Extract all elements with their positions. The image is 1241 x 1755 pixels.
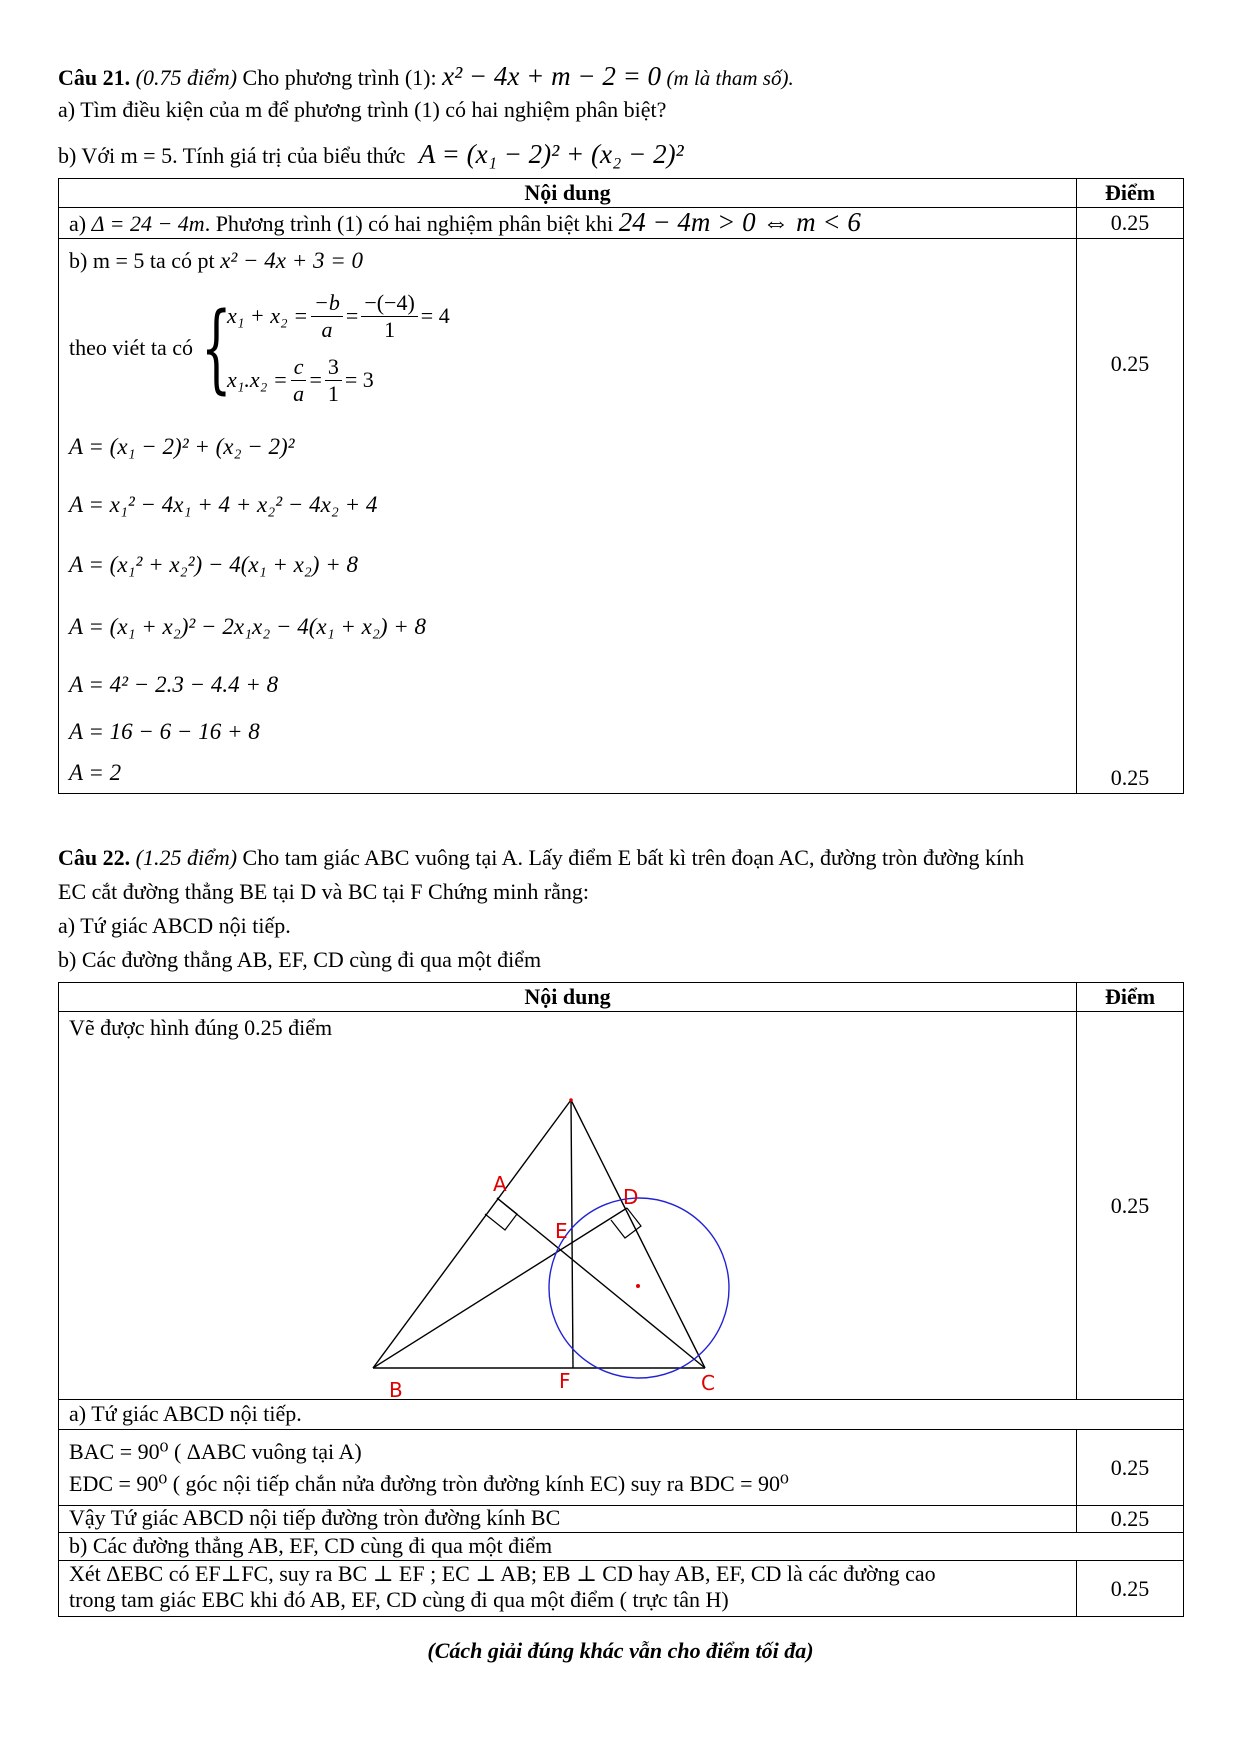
step-5: A = 4² − 2.3 − 4.4 + 8: [69, 672, 279, 697]
label-F: F: [559, 1369, 571, 1393]
viet-sum-frac2: $\frac{-(-4)}{1}$: [361, 290, 417, 343]
row-b-line1-text: b) m = 5 ta có pt: [69, 248, 215, 273]
line-HC: [571, 1100, 705, 1368]
table1-row-b-points: [1077, 239, 1184, 794]
q21-part-b-text: b) Với m = 5. Tính giá trị của biểu thức: [58, 143, 406, 168]
step-7: A = 2: [69, 760, 122, 785]
row-a-line2: EDC = 90⁰ ( góc nội tiếp chắn nửa đường tròn đường kính EC) suy ra BDC = 90⁰: [69, 1471, 789, 1496]
step-3: A = (x₁² + x₂²) − 4(x₁ + x₂) + 8: [69, 552, 358, 577]
row-b-line2: trong tam giác EBC khi đó AB, EF, CD cùng đi qua một điểm ( trực tân H): [69, 1587, 729, 1612]
table1-row-b: [59, 239, 1077, 794]
viet-product: x₁.x₂ = $\frac{c}{a}$ = $\frac{3}{1}$ = 3: [227, 353, 374, 406]
viet-sum: x₁ + x₂ = $\frac{-b}{a}$ = $\frac{-(-4)}{1}$ = 4: [227, 289, 450, 342]
label-B: B: [389, 1378, 403, 1402]
q21-expression: A = (x₁ − 2)² + (x₂ − 2)²: [418, 139, 684, 169]
viet-sum-lhs: x₁ + x₂ =: [227, 303, 309, 328]
q22-label: Câu 22.: [58, 845, 131, 870]
row-b-line1: Xét ΔEBC có EF⊥FC, suy ra BC ⊥ EF ; EC ⊥ AB; EB ⊥ CD hay AB, EF, CD là các đường cao: [69, 1561, 936, 1586]
viet-label: theo viét ta có: [69, 335, 194, 360]
table1-header-points: Điểm: [1077, 179, 1184, 208]
q22-statement-2: EC cắt đường thẳng BE tại D và BC tại F Chứng minh rằng:: [58, 879, 590, 904]
table2-row-b-proof: [59, 1561, 1077, 1617]
row-b-line1-equation: x² − 4x + 3 = 0: [220, 248, 363, 273]
viet-sum-result: = 4: [420, 303, 450, 328]
right-angle-A: [485, 1198, 517, 1230]
row-a-condition: 24 − 4m > 0 ⇔ m < 6: [618, 207, 861, 237]
q21-param-note: (m là tham số).: [666, 66, 794, 90]
table1-header-content: Nội dung: [59, 179, 1077, 208]
footer-note: (Cách giải đúng khác vẫn cho điểm tối đa): [427, 1638, 814, 1663]
viet-equations: [227, 284, 450, 412]
table2-row-a-title: a) Tứ giác ABCD nội tiếp.: [59, 1400, 1184, 1430]
circle-center-dot: [636, 1284, 640, 1288]
label-E: E: [555, 1219, 568, 1243]
table2-row-a-points-2: 0.25: [1077, 1506, 1184, 1533]
q22-part-b: b) Các đường thẳng AB, EF, CD cùng đi qua một điểm: [58, 947, 542, 972]
q21-grading-table: [58, 178, 1184, 794]
table2-header-content: Nội dung: [59, 983, 1077, 1012]
viet-prod-lhs: x₁.x₂ =: [227, 367, 288, 392]
viet-system: [69, 281, 450, 415]
viet-prod-frac1: $\frac{c}{a}$: [291, 354, 307, 407]
table2-figure-points: 0.25: [1077, 1012, 1184, 1400]
table2-row-a-conclusion: Vậy Tứ giác ABCD nội tiếp đường tròn đường kính BC: [59, 1506, 1077, 1533]
row-b-points-2: 0.25: [1110, 765, 1150, 790]
label-C: C: [701, 1371, 715, 1395]
q21-points-note: (0.75 điểm): [135, 65, 238, 90]
right-angle-D: [611, 1208, 641, 1238]
q21-part-a: a) Tìm điều kiện của m để phương trình (1) có hai nghiệm phân biệt?: [58, 97, 667, 122]
q21-equation: x² − 4x + m − 2 = 0: [442, 61, 662, 91]
table2-figure-cell: [59, 1012, 1077, 1400]
row-a-delta: Δ = 24 − 4m: [91, 211, 205, 236]
q22-grading-table: [58, 982, 1184, 1617]
table1-row-a-points: 0.25: [1077, 208, 1184, 239]
q22-intro-1: Cho tam giác ABC vuông tại A. Lấy điểm E bất kì trên đoạn AC, đường tròn đường kính: [242, 845, 1025, 870]
table1-row-a: [59, 208, 1077, 239]
viet-brace: {: [201, 292, 232, 404]
row-a-prefix: a): [69, 211, 87, 236]
circle-diameter-EC: [549, 1198, 729, 1378]
line-AC: [497, 1198, 705, 1368]
solution-steps: [69, 419, 1066, 793]
viet-prod-frac2: $\frac{3}{1}$: [325, 354, 342, 407]
table2-row-b-title: b) Các đường thẳng AB, EF, CD cùng đi qua một điểm: [59, 1533, 1184, 1561]
q22-points-note: (1.25 điểm): [135, 845, 238, 870]
step-1: A = (x₁ − 2)² + (x₂ − 2)²: [69, 434, 295, 459]
step-4: A = (x₁ + x₂)² − 2x₁x₂ − 4(x₁ + x₂) + 8: [69, 614, 427, 639]
point-H-dot: [569, 1098, 573, 1102]
figure-note: Vẽ được hình đúng 0.25 điểm: [69, 1015, 333, 1040]
q21-intro: Cho phương trình (1):: [242, 65, 437, 90]
table2-row-b-points: 0.25: [1077, 1561, 1184, 1617]
row-b-points-1: 0.25: [1110, 351, 1150, 376]
row-a-text: . Phương trình (1) có hai nghiệm phân biệt khi: [204, 211, 614, 236]
line-BD: [373, 1208, 627, 1368]
label-A: A: [493, 1172, 507, 1196]
q21-label: Câu 21.: [58, 65, 131, 90]
table2-header-points: Điểm: [1077, 983, 1184, 1012]
row-a-line1: BAC = 90⁰ ( ΔABC vuông tại A): [69, 1439, 362, 1464]
q22-part-a: a) Tứ giác ABCD nội tiếp.: [58, 913, 291, 938]
table2-row-a-points-1: 0.25: [1077, 1430, 1184, 1506]
viet-sum-frac1: $\frac{-b}{a}$: [311, 290, 343, 343]
q21-part-b: [58, 140, 684, 170]
viet-prod-result: = 3: [344, 367, 374, 392]
line-EF: [571, 1100, 573, 1368]
table2-row-a-proof: [59, 1430, 1077, 1506]
label-D: D: [623, 1185, 639, 1209]
geometry-figure: [59, 1012, 1059, 1402]
step-6: A = 16 − 6 − 16 + 8: [69, 719, 260, 744]
step-2: A = x₁² − 4x₁ + 4 + x₂² − 4x₂ + 4: [69, 492, 378, 517]
q21-statement: [58, 62, 794, 92]
row-b-line1: [69, 245, 1066, 281]
q22-statement-1: [58, 844, 1024, 872]
